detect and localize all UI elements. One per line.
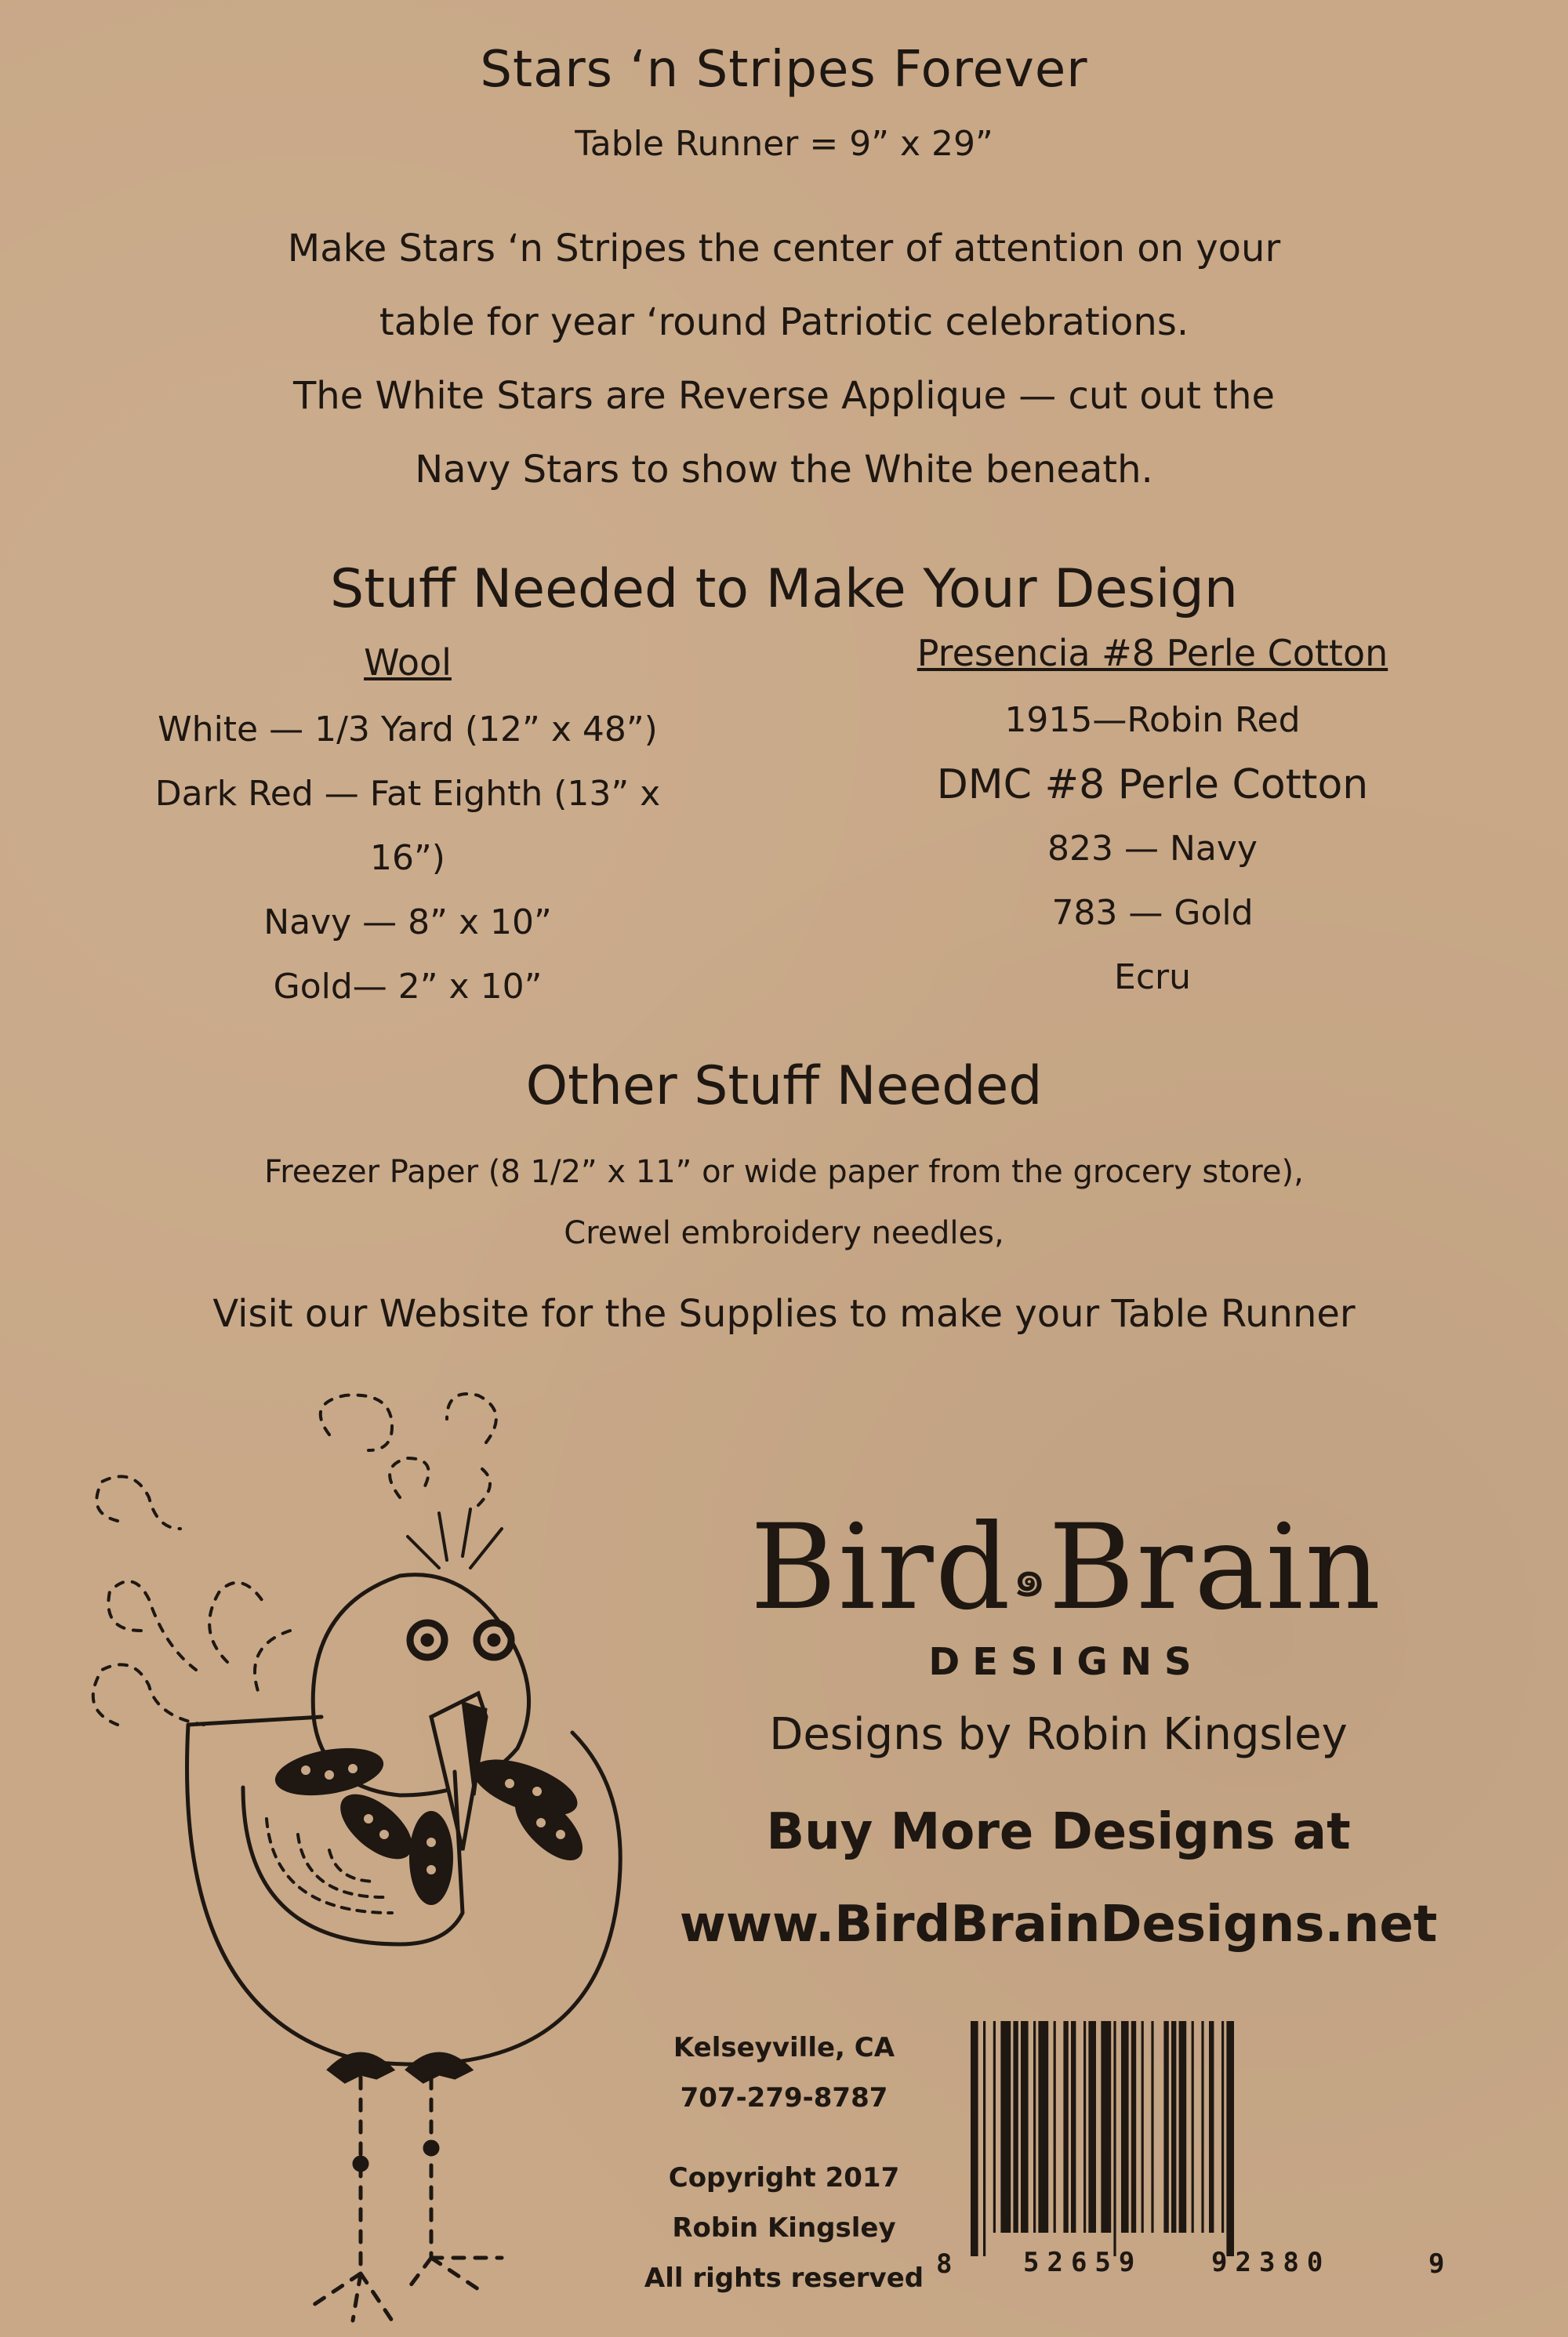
bird-illustration [71,1380,635,2328]
website-url: www.BirdBrainDesigns.net [679,1896,1438,1954]
barcode-bar [1209,2021,1214,2233]
barcode-bar [1121,2021,1129,2233]
barcode-digit: 8 [936,2248,953,2280]
brand-name-part: Bird [750,1500,1012,1636]
barcode-bar [1013,2021,1018,2233]
barcode-bar [983,2021,985,2256]
brand-logo [690,1500,1443,1685]
stuff-needed-heading: Stuff Needed to Make Your Design [330,558,1238,620]
thread-item: 783 — Gold [1051,893,1254,933]
barcode-bar [1000,2021,1011,2233]
barcode-bar [1179,2021,1187,2233]
brand-subtitle: DESIGNS [928,1640,1204,1685]
barcode-bar [1113,2021,1116,2256]
dmc-heading: DMC #8 Perle Cotton [936,761,1369,808]
wool-item: Dark Red — Fat Eighth (13” x 16”) [154,774,661,878]
brand-name-part: Brain [1048,1500,1383,1636]
brand-name [690,1500,1443,1640]
barcode-bar [1131,2021,1136,2233]
wool-heading: Wool [364,641,452,684]
barcode-bar [1201,2021,1203,2233]
thread-item: Ecru [1114,957,1191,997]
page-title: Stars ‘n Stripes Forever [480,41,1088,99]
buy-more-text: Buy More Designs at [766,1803,1351,1861]
barcode-bar [1063,2021,1068,2233]
wool-item: Navy — 8” x 10” [263,902,552,942]
barcode-bar [1163,2021,1168,2233]
barcode-bar [971,2021,978,2256]
wool-item: Gold— 2” x 10” [273,967,543,1007]
wool-item: White — 1/3 Yard (12” x 48”) [158,709,658,749]
intro-line: table for year ‘round Patriotic celebrations. [379,300,1189,344]
intro-line: Make Stars ‘n Stripes the center of attention on your [287,227,1281,270]
contact-phone: 707-279-8787 [680,2082,888,2114]
barcode-bar [1192,2021,1194,2233]
copyright-line: Copyright 2017 [668,2162,900,2194]
barcode-bar [1171,2021,1176,2233]
barcode-bar [1142,2021,1144,2233]
thread-item: 1915—Robin Red [1004,700,1301,740]
copyright-line: Robin Kingsley [672,2212,896,2244]
barcode-bar [993,2021,996,2233]
barcode-bar [1226,2021,1234,2256]
contact-info [612,2023,956,2123]
intro-line: Navy Stars to show the White beneath. [415,448,1153,492]
barcode-bar [1088,2021,1096,2233]
barcode [966,2021,1421,2256]
intro-paragraph [78,212,1490,506]
barcode-bar [1038,2021,1048,2233]
barcode-bar [1221,2021,1224,2233]
visit-website-line: Visit our Website for the Supplies to make your Table Runner [212,1292,1356,1336]
copyright-line: All rights reserved [644,2263,924,2294]
intro-line: The White Stars are Reverse Applique — cut out the [292,374,1276,418]
presencia-heading: Presencia #8 Perle Cotton [916,632,1388,674]
barcode-bar [1033,2021,1036,2233]
barcode-digit: 9 [1428,2248,1445,2280]
barcode-digits: 92380 [1211,2247,1331,2278]
barcode-bar [1054,2021,1056,2233]
barcode-bar [1021,2021,1029,2233]
designer-credit: Designs by Robin Kingsley [769,1709,1348,1760]
barcode-digits: 52659 [1023,2247,1143,2278]
other-stuff-line: Freezer Paper (8 1/2” x 11” or wide paper from the grocery store), [264,1154,1304,1190]
copyright-info [596,2153,972,2303]
contact-city: Kelseyville, CA [673,2032,895,2063]
barcode-bar [1083,2021,1086,2233]
other-stuff-line: Crewel embroidery needles, [564,1215,1004,1251]
other-stuff-heading: Other Stuff Needed [525,1055,1043,1117]
barcode-bar [1101,2021,1111,2233]
barcode-bar [1151,2021,1153,2233]
barcode-bar [1071,2021,1076,2233]
thread-column [855,632,1450,1010]
wool-column [125,641,690,1019]
page-subtitle: Table Runner = 9” x 29” [575,124,993,164]
swirl-icon: ๑ [1011,1545,1049,1610]
thread-item: 823 — Navy [1047,829,1258,869]
